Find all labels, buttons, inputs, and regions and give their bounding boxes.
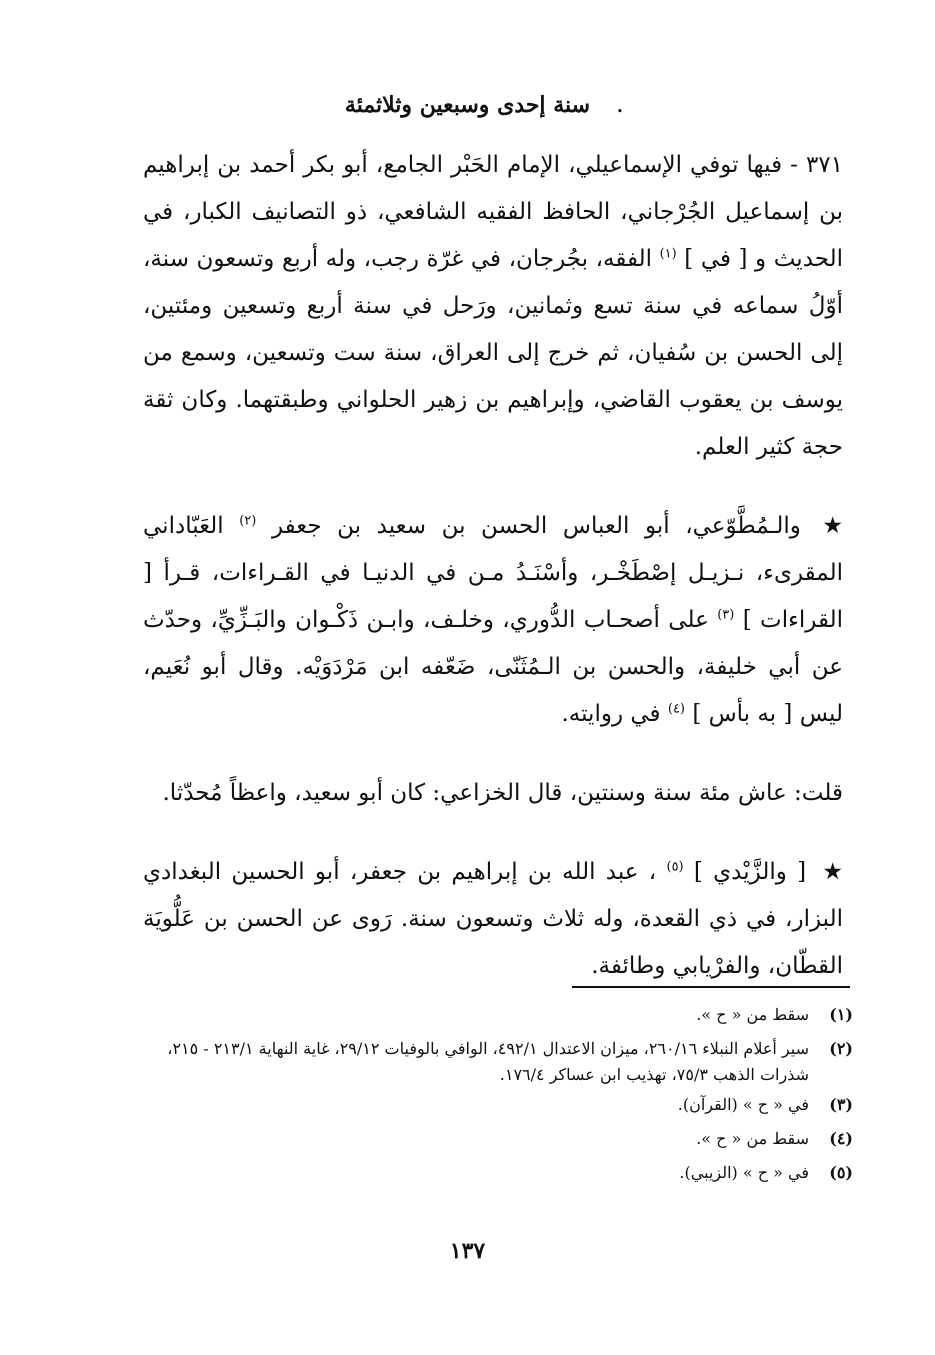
heading-mark: . [616,96,623,117]
entry-text: العَبّاداني المقرىء، نـزيـل إصْطَخْـر، وأسْنَـدُ مـن في الدنيـا في القـراءات، قـرأ [ القراءات ] [143,513,844,633]
page-number: ١٣٧ [449,1238,486,1264]
footnote-ref-5: (٥) [666,859,684,875]
paragraph-gap [143,471,843,503]
paragraph-gap [143,738,843,770]
footnote-1 [153,998,853,1032]
entry-text: الفقه، بجُرجان، في غرّة رجب، وله أربع وتسعون سنة، أوّلُ سماعه في سنة تسع وثمانين، ورَحل في سنة أربع وتسعين ومئتين، إلى الحسن بن سُفيان، ثم خرج إلى العراق، سنة ست وتسعين، وسمع من يوسف بن يعقوب القاضي، وإبراهيم بن زهير الحلواني وطبقتهما. وكان ثقة حجة كثير العلم. [143,246,843,460]
paragraph-gap [143,817,843,849]
entry-371-ismaili [143,142,843,471]
star-icon: ★ [822,513,844,539]
footnote-number: (٢) [829,1039,853,1058]
entry-text: قلت: عاش مئة سنة وسنتين، قال الخزاعي: كان أبو سعيد، واعظاً مُحدّثا. [162,780,843,806]
footnote-number: (٥) [829,1163,853,1182]
footnote-4 [153,1122,853,1156]
entry-mutawwii [143,503,843,738]
footnotes [153,998,853,1190]
footnote-3 [153,1088,853,1122]
footnote-2 [153,1032,853,1088]
author-note [143,770,843,817]
footnote-number: (١) [829,1005,853,1024]
entry-text: [ والزَّيْدي ] [693,859,807,885]
entry-text: والـمُطَّوّعي، أبو العباس الحسن بن سعيد بن جعفر [271,513,801,539]
entry-text: في روايته. [561,701,661,727]
footnote-number: (٣) [829,1095,853,1114]
footnote-text: في « ح » (الزيبي). [679,1163,809,1182]
entry-zaydi [143,849,843,990]
footnote-text: سقط من « ح ». [696,1129,809,1148]
footnote-ref-2: (٢) [239,513,257,529]
footnote-divider [572,986,850,988]
chapter-heading [0,92,935,118]
chapter-title: سنة إحدى وسبعين وثلاثمئة [344,92,591,118]
entry-text: على أصحـاب الدُّوري، وخلـف، وابـن ذَكْـوان والبَـزِّيِّ، وحدّث عن أبي خليفة، والحسن بن الـمُثَنّى، ضَعّفه ابن مَرْدَوَيْه. وقال أبو نُعَيم، ليس [ به بأس ] [143,607,843,727]
footnote-ref-4: (٤) [667,701,685,717]
footnote-text: سير أعلام النبلاء ٢٦٠/١٦، ميزان الاعتدال ٤٩٢/١، الوافي بالوفيات ٢٩/١٢، غاية النهاية ٢١٣/١ - ٢١٥، شذرات الذهب ٧٥/٣، تهذيب ابن عساكر ١٧٦/٤. [167,1039,809,1084]
footnote-5 [153,1156,853,1190]
footnote-text: سقط من « ح ». [696,1005,809,1024]
star-icon: ★ [822,859,843,885]
footnote-number: (٤) [829,1129,853,1148]
entry-text: ٣٧١ - فيها توفي الإسماعيلي، الإمام الحَبْر الجامع، أبو بكر أحمد بن إبراهيم بن إسماعيل الجُرْجاني، الحافظ الفقيه الشافعي، ذو التصانيف الكبار، في الحديث و [ في ] [143,152,844,272]
main-text [143,142,843,990]
entry-text: ، عبد الله بن إبراهيم بن جعفر، أبو الحسين البغدادي البزار، في ذي القعدة، وله ثلاث وتسعون سنة. رَوى عن الحسن بن عَلُّويَة القطّان، والفرْيابي وطائفة. [143,859,843,979]
footnote-text: في « ح » (القرآن). [677,1095,809,1114]
footnote-ref-3: (٣) [717,607,735,623]
footnote-ref-1: (١) [659,246,677,262]
